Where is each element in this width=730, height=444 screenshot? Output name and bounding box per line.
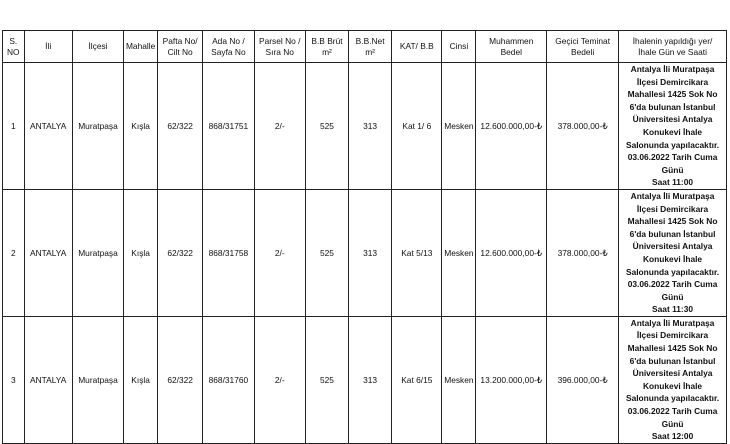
cell-brut: 525 xyxy=(305,63,348,190)
cell-no: 1 xyxy=(3,63,25,190)
cell-muhammen: 12.600.000,00-₺ xyxy=(476,63,547,190)
table-row xyxy=(3,189,727,316)
cell-teminat: 378.000,00-₺ xyxy=(547,63,619,190)
header-cell-parsel: Parsel No / Sıra No xyxy=(254,31,305,63)
cell-pafta: 62/322 xyxy=(158,316,203,443)
cell-pafta: 62/322 xyxy=(158,189,203,316)
cell-ilce: Muratpaşa xyxy=(72,189,123,316)
header-cell-kat: KAT/ B.B xyxy=(392,31,442,63)
cell-no: 2 xyxy=(3,189,25,316)
cell-kat: Kat 6/15 xyxy=(392,316,442,443)
cell-brut: 525 xyxy=(305,316,348,443)
cell-parsel: 2/- xyxy=(254,189,305,316)
cell-il: ANTALYA xyxy=(24,316,72,443)
ihale-date-text: 03.06.2022 Tarih Cuma Günü xyxy=(627,279,718,302)
cell-kat: Kat 1/ 6 xyxy=(392,63,442,190)
header-cell-ada: Ada No / Sayfa No xyxy=(203,31,254,63)
header-cell-no: S. NO xyxy=(3,31,25,63)
ihale-location-text: Antalya İli Muratpaşa İlçesi Demircikara Mahallesi 1425 Sok No 6'da bulunan İstanbul Üniversitesi Antalya Konukevi İhale Salonunda yapılacaktır. xyxy=(625,190,720,277)
header-cell-ihale: İhalenin yapıldığı yer/ İhale Gün ve Saati xyxy=(619,31,727,63)
cell-pafta: 62/322 xyxy=(158,63,203,190)
ihale-date-text: 03.06.2022 Tarih Cuma Günü xyxy=(627,152,718,175)
ihale-location-text: Antalya İli Muratpaşa İlçesi Demircikara Mahallesi 1425 Sok No 6'da bulunan İstanbul Üniversitesi Antalya Konukevi İhale Salonunda yapılacaktır. xyxy=(625,64,720,150)
cell-mahalle: Kışla xyxy=(124,63,158,190)
ihale-date-text: 03.06.2022 Tarih Cuma Günü xyxy=(627,406,718,429)
cell-mahalle: Kışla xyxy=(124,316,158,443)
cell-ihale-yeri xyxy=(619,63,727,190)
cell-ada: 868/31758 xyxy=(203,189,254,316)
cell-ilce: Muratpaşa xyxy=(72,316,123,443)
cell-ihale-yeri xyxy=(619,316,727,443)
cell-ilce: Muratpaşa xyxy=(72,63,123,190)
table-row xyxy=(3,63,727,190)
cell-cinsi: Mesken xyxy=(442,189,476,316)
cell-il: ANTALYA xyxy=(24,189,72,316)
cell-teminat: 396.000,00-₺ xyxy=(547,316,619,443)
cell-parsel: 2/- xyxy=(254,63,305,190)
cell-parsel: 2/- xyxy=(254,316,305,443)
header-cell-pafta: Pafta No/ Cilt No xyxy=(158,31,203,63)
cell-muhammen: 13.200.000,00-₺ xyxy=(476,316,547,443)
cell-mahalle: Kışla xyxy=(124,189,158,316)
cell-cinsi: Mesken xyxy=(442,316,476,443)
table-row xyxy=(3,316,727,443)
cell-il: ANTALYA xyxy=(24,63,72,190)
cell-brut: 525 xyxy=(305,189,348,316)
header-cell-cinsi: Cinsi xyxy=(442,31,476,63)
cell-muhammen: 12.600.000,00-₺ xyxy=(476,189,547,316)
cell-ada: 868/31760 xyxy=(203,316,254,443)
ihale-time-text: Saat 11:00 xyxy=(652,177,694,188)
cell-teminat: 378.000,00-₺ xyxy=(547,189,619,316)
cell-ihale-yeri xyxy=(619,189,727,316)
cell-net: 313 xyxy=(349,63,392,190)
cell-kat: Kat 5/13 xyxy=(392,189,442,316)
ihale-time-text: Saat 11:30 xyxy=(652,304,694,315)
cell-net: 313 xyxy=(349,189,392,316)
header-cell-net: B.B.Net m² xyxy=(349,31,392,63)
cell-net: 313 xyxy=(349,316,392,443)
header-cell-muhammen: Muhammen Bedel xyxy=(476,31,547,63)
header-cell-ilce: İlçesi xyxy=(72,31,123,63)
header-row xyxy=(3,31,727,63)
ihale-time-text: Saat 12:00 xyxy=(651,431,694,442)
cell-no: 3 xyxy=(3,316,25,443)
cell-ada: 868/31751 xyxy=(203,63,254,190)
header-cell-mahalle: Mahalle xyxy=(124,31,158,63)
cell-cinsi: Mesken xyxy=(442,63,476,190)
header-cell-il: İli xyxy=(24,31,72,63)
ihale-location-text: Antalya İli Muratpaşa İlçesi Demircikara Mahallesi 1425 Sok No 6'da bulunan İstanbul Üniversitesi Antalya Konukevi İhale Salonunda yapılacaktır. xyxy=(625,317,720,404)
header-cell-brut: B.B Brüt m² xyxy=(305,31,348,63)
header-cell-teminat: Geçici Teminat Bedeli xyxy=(547,31,619,63)
auction-table xyxy=(2,30,727,444)
